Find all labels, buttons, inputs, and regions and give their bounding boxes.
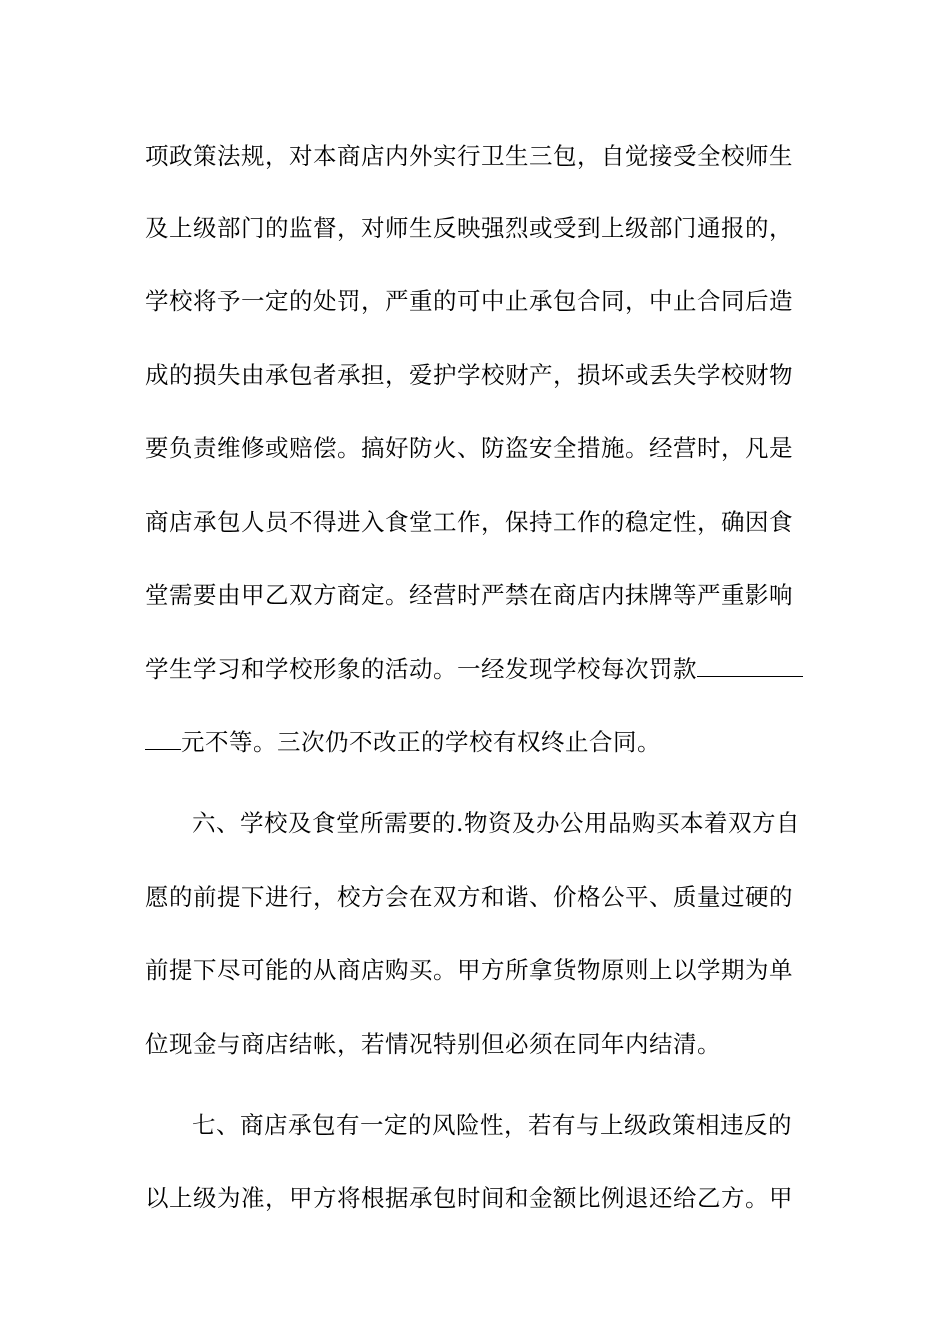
text-line-2: 及上级部门的监督，对师生反映强烈或受到上级部门通报的， bbox=[145, 214, 793, 242]
text-line-9: 元不等。三次仍不改正的学校有权终止合同。 bbox=[181, 728, 661, 756]
text-line-11: 愿的前提下进行，校方会在双方和谐、价格公平、质量过硬的 bbox=[145, 883, 793, 911]
text-line-5: 要负责维修或赔偿。搞好防火、防盗安全措施。经营时，凡是 bbox=[145, 434, 793, 462]
text-line-3: 学校将予一定的处罚，严重的可中止承包合同，中止合同后造 bbox=[145, 287, 793, 315]
text-line-14: 七、商店承包有一定的风险性，若有与上级政策相违反的 bbox=[192, 1111, 792, 1139]
text-line-10: 六、学校及食堂所需要的.物资及办公用品购买本着双方自 bbox=[192, 809, 800, 837]
fill-in-blank-continued bbox=[145, 727, 181, 750]
text-line-9-wrapper bbox=[145, 727, 810, 757]
text-line-15: 以上级为准，甲方将根据承包时间和金额比例退还给乙方。甲 bbox=[145, 1184, 793, 1212]
text-line-8: 学生学习和学校形象的活动。一经发现学校每次罚款 bbox=[145, 655, 697, 683]
text-line-7: 堂需要由甲乙双方商定。经营时严禁在商店内抹牌等严重影响 bbox=[145, 581, 793, 609]
text-line-8-wrapper bbox=[145, 654, 810, 684]
fill-in-blank bbox=[697, 654, 803, 677]
text-line-4: 成的损失由承包者承担，爱护学校财产，损坏或丢失学校财物 bbox=[145, 361, 793, 389]
text-line-12: 前提下尽可能的从商店购买。甲方所拿货物原则上以学期为单 bbox=[145, 956, 793, 984]
text-line-1: 项政策法规，对本商店内外实行卫生三包，自觉接受全校师生 bbox=[145, 142, 793, 170]
text-line-13: 位现金与商店结帐，若情况特别但必须在同年内结清。 bbox=[145, 1030, 721, 1058]
text-line-6: 商店承包人员不得进入食堂工作，保持工作的稳定性，确因食 bbox=[145, 508, 793, 536]
